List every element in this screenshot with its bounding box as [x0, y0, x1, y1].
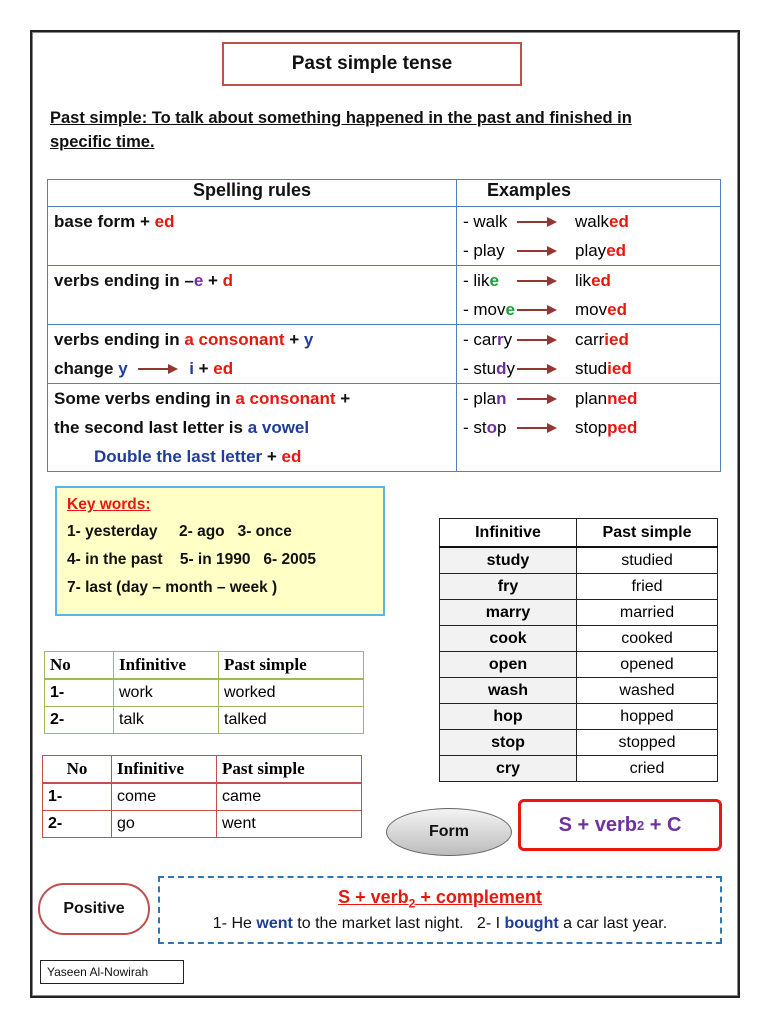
example-move [463, 295, 714, 324]
author-credit: Yaseen Al-Nowirah [40, 960, 184, 984]
cell-past: washed [577, 678, 718, 704]
positive-box [158, 876, 722, 944]
example-walk [463, 207, 714, 236]
rule-text: change [54, 359, 119, 378]
cell-infinitive: study [440, 547, 577, 574]
example-dst [575, 295, 627, 324]
formula-part: S + verb [338, 887, 409, 907]
table-row [440, 730, 718, 756]
formula-subscript: 2 [636, 817, 645, 833]
rule-line [54, 266, 450, 295]
example-src-part: - stu [463, 359, 497, 378]
cell-no: 1- [43, 783, 112, 811]
example-base: walk [575, 212, 610, 231]
cell-no: 2- [43, 811, 112, 838]
example-src-letter: n [496, 389, 507, 408]
cell-past: cooked [577, 626, 718, 652]
col-header-past: Past simple [217, 756, 362, 784]
example-dst [575, 413, 637, 442]
example-suffix: ped [607, 418, 638, 437]
arrow-icon [517, 335, 557, 345]
cell-infinitive: wash [440, 678, 577, 704]
arrow-icon [517, 305, 557, 315]
example-src [463, 266, 521, 295]
rule-text: + [193, 359, 214, 378]
rule-line [54, 354, 450, 383]
rule-line [54, 207, 450, 236]
example-src [463, 295, 521, 324]
cell-past: fried [577, 574, 718, 600]
example-verb: went [256, 914, 293, 932]
key-words-line: 7- last (day – month – week ) [67, 579, 278, 596]
example-base: play [575, 241, 607, 260]
table-row [45, 707, 364, 734]
example-suffix: ed [591, 271, 611, 290]
rule-highlight: y [303, 330, 314, 349]
spelling-rules-header: Spelling rules [48, 180, 457, 207]
example-src [463, 354, 521, 383]
cell-infinitive: marry [440, 600, 577, 626]
rule-text: Some verbs ending in [54, 389, 236, 408]
example-base: stop [575, 418, 608, 437]
cell-infinitive: go [112, 811, 217, 838]
rule-highlight: ed [281, 447, 302, 466]
cell-infinitive: cook [440, 626, 577, 652]
cell-past: hopped [577, 704, 718, 730]
example-src-part: - mov [463, 300, 506, 319]
example-src-letter: o [486, 418, 497, 437]
example-dst [575, 236, 626, 265]
table-row [43, 811, 362, 838]
positive-examples [160, 915, 720, 933]
rule-text: + [203, 271, 223, 290]
example-text: a car last year. [558, 914, 668, 932]
cell-past: studied [577, 547, 718, 574]
col-header-no: No [43, 756, 112, 784]
col-header-infinitive: Infinitive [112, 756, 217, 784]
example-src-part: - pla [463, 389, 497, 408]
example-text: 2- I [476, 914, 505, 932]
rule-text: base form + [54, 212, 155, 231]
example-src-part: - lik [463, 271, 490, 290]
example-text: 1- He [212, 914, 257, 932]
col-header-past: Past simple [219, 652, 364, 680]
example-src: - play [463, 241, 505, 260]
definition: Past simple: To talk about something happened in the past and finished in specific time. [50, 109, 632, 151]
formula-part: S + verb [558, 813, 637, 836]
rule-line [54, 325, 450, 354]
example-suffix: ied [604, 330, 629, 349]
table-row [440, 600, 718, 626]
rule-text: verbs ending in [54, 330, 185, 349]
rule-row [48, 266, 721, 325]
example-stop [463, 413, 714, 442]
example-dst [575, 325, 629, 354]
rule-highlight: a consonant [235, 389, 336, 408]
key-words-box [55, 486, 385, 616]
verb-list-table [439, 518, 718, 782]
example-cell [457, 325, 721, 384]
example-src-part: y [506, 359, 515, 378]
irregular-verbs-table [42, 755, 362, 838]
arrow-icon [517, 394, 557, 404]
example-suffix: ed [606, 241, 627, 260]
example-dst [575, 384, 637, 413]
example-dst [575, 266, 611, 295]
table-row [440, 626, 718, 652]
cell-past: opened [577, 652, 718, 678]
example-base: stud [575, 359, 608, 378]
table-row [45, 679, 364, 707]
cell-past: came [217, 783, 362, 811]
formula-subscript: 2 [408, 896, 416, 911]
rule-highlight: a vowel [247, 418, 310, 437]
example-dst [575, 207, 629, 236]
example-carry [463, 325, 714, 354]
table-header-row [440, 519, 718, 548]
example-base: lik [575, 271, 592, 290]
table-row [440, 574, 718, 600]
rule-line [54, 442, 450, 471]
example-src-part: - st [463, 418, 487, 437]
example-suffix: ed [609, 212, 629, 231]
example-src [463, 325, 521, 354]
cell-infinitive: cry [440, 756, 577, 782]
rule-highlight: e [193, 271, 204, 290]
rule-line [54, 413, 450, 442]
example-study [463, 354, 714, 383]
cell-no: 2- [45, 707, 114, 734]
table-row [440, 652, 718, 678]
cell-infinitive: talk [114, 707, 219, 734]
cell-infinitive: stop [440, 730, 577, 756]
rule-cell [48, 266, 457, 325]
example-verb: bought [504, 914, 559, 932]
rule-highlight: i [189, 359, 194, 378]
rule-cell [48, 384, 457, 472]
key-words-line: 1- yesterday 2- ago 3- once [67, 523, 292, 540]
cell-past: worked [219, 679, 364, 707]
example-suffix: ied [607, 359, 632, 378]
example-suffix: ed [607, 300, 627, 319]
example-src [463, 384, 521, 413]
table-header-row [45, 652, 364, 680]
example-cell [457, 384, 721, 472]
examples-header: Examples [457, 180, 721, 207]
example-src: - walk [463, 212, 508, 231]
example-base: carr [575, 330, 605, 349]
example-src [463, 413, 521, 442]
example-cell [457, 266, 721, 325]
example-base: mov [575, 300, 608, 319]
rule-text: the second last letter is [54, 418, 248, 437]
table-row [440, 547, 718, 574]
example-plan [463, 384, 714, 413]
rule-cell [48, 207, 457, 266]
cell-infinitive: open [440, 652, 577, 678]
spelling-header-row [48, 180, 721, 207]
page-title: Past simple tense [222, 42, 522, 86]
cell-past: talked [219, 707, 364, 734]
form-formula [518, 799, 722, 851]
cell-past: married [577, 600, 718, 626]
key-words-line: 4- in the past 5- in 1990 6- 2005 [67, 551, 316, 568]
col-header-past: Past simple [577, 519, 718, 548]
key-words-heading: Key words: [67, 496, 151, 513]
col-header-infinitive: Infinitive [440, 519, 577, 548]
cell-infinitive: come [112, 783, 217, 811]
formula-part: + complement [415, 887, 542, 907]
rule-line [54, 384, 450, 413]
form-label: Form [386, 808, 512, 856]
col-header-infinitive: Infinitive [114, 652, 219, 680]
rule-highlight: d [222, 271, 234, 290]
formula-part: + C [644, 813, 682, 836]
rule-text: + [284, 330, 304, 349]
table-row [43, 783, 362, 811]
rule-text: + [335, 389, 351, 408]
rule-highlight: ed [154, 212, 175, 231]
example-text: to the market last night. [292, 914, 477, 932]
rule-highlight: Double the last letter [94, 447, 263, 466]
rule-row [48, 325, 721, 384]
example-src-letter: r [497, 330, 504, 349]
regular-verbs-table [44, 651, 364, 734]
example-like [463, 266, 714, 295]
example-src-letter: e [489, 271, 499, 290]
example-src-letter: e [505, 300, 515, 319]
example-src-letter: d [496, 359, 507, 378]
table-row [440, 678, 718, 704]
table-row [440, 704, 718, 730]
positive-formula [160, 887, 720, 911]
rule-highlight: a consonant [184, 330, 285, 349]
table-header-row [43, 756, 362, 784]
rule-row [48, 207, 721, 266]
spelling-rules-table [47, 179, 721, 472]
arrow-icon [517, 423, 557, 433]
example-play [463, 236, 714, 265]
rule-highlight: y [118, 359, 128, 378]
example-suffix: ned [607, 389, 638, 408]
example-cell [457, 207, 721, 266]
rule-row [48, 384, 721, 472]
cell-no: 1- [45, 679, 114, 707]
arrow-icon [517, 364, 557, 374]
arrow-icon [138, 364, 178, 374]
cell-past: cried [577, 756, 718, 782]
rule-text: + [262, 447, 282, 466]
rule-highlight: ed [213, 359, 234, 378]
arrow-icon [517, 276, 557, 286]
rule-text: verbs ending in – [54, 271, 194, 290]
positive-label: Positive [38, 883, 150, 935]
cell-infinitive: hop [440, 704, 577, 730]
example-src-part: y [503, 330, 513, 349]
cell-past: went [217, 811, 362, 838]
col-header-no: No [45, 652, 114, 680]
arrow-icon [517, 246, 557, 256]
cell-past: stopped [577, 730, 718, 756]
arrow-icon [517, 217, 557, 227]
example-base: plan [575, 389, 608, 408]
table-row [440, 756, 718, 782]
cell-infinitive: fry [440, 574, 577, 600]
cell-infinitive: work [114, 679, 219, 707]
example-src-part: - car [463, 330, 497, 349]
example-dst [575, 354, 632, 383]
example-src-part: p [497, 418, 507, 437]
rule-cell [48, 325, 457, 384]
